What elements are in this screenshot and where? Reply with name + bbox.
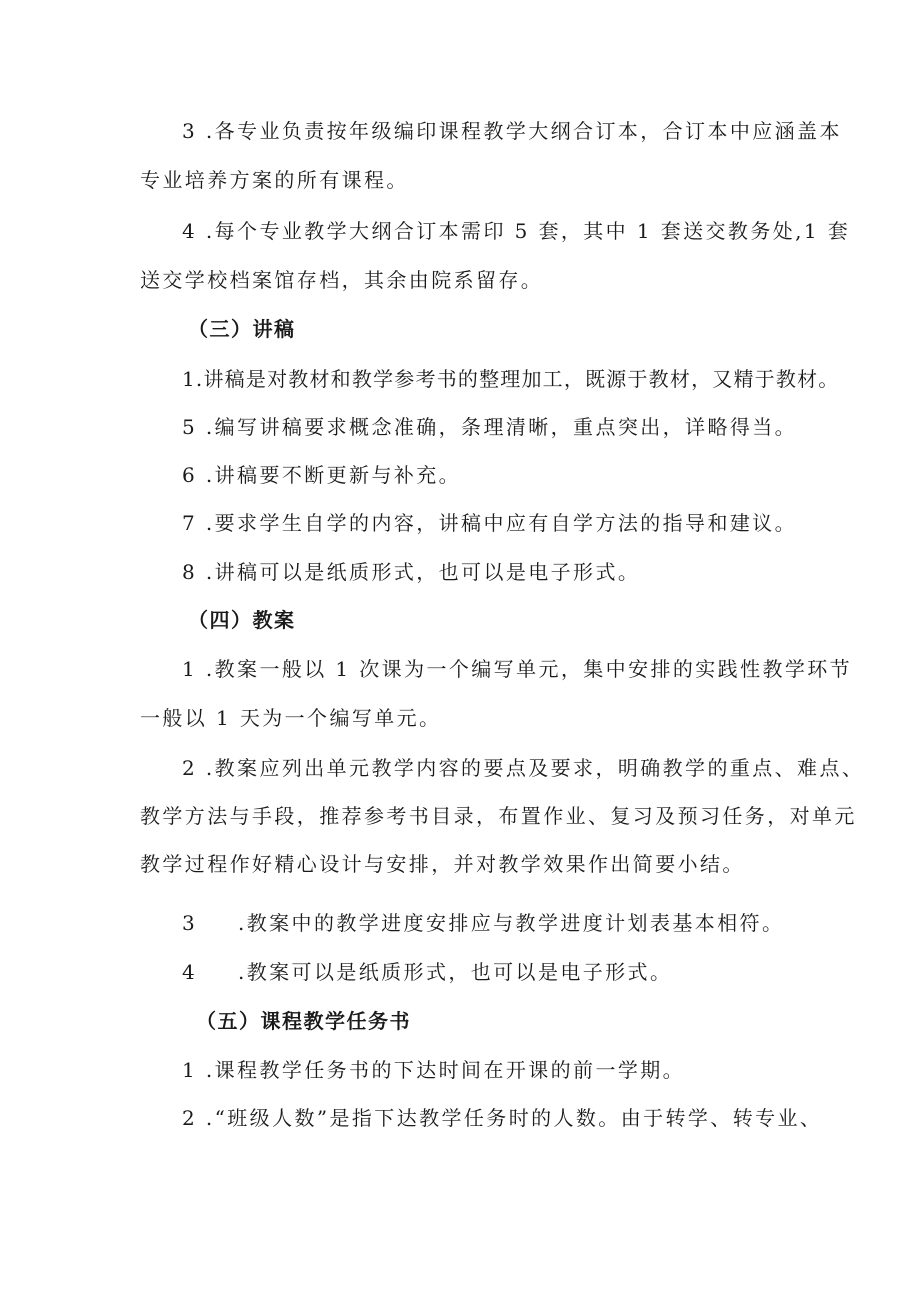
section-heading-lecture-notes: （三）讲稿 — [188, 317, 296, 341]
paragraph-4-line-1: 4 .每个专业教学大纲合订本需印 5 套，其中 1 套送交教务处,1 套 — [182, 219, 851, 243]
section-heading-teaching-plans: （四）教案 — [188, 608, 296, 632]
lecture-notes-item-7: 7 .要求学生自学的内容，讲稿中应有自学方法的指导和建议。 — [182, 511, 798, 535]
lecture-notes-item-8: 8 .讲稿可以是纸质形式，也可以是电子形式。 — [182, 560, 641, 584]
teaching-plans-item-1-line-1: 1 .教案一般以 1 次课为一个编写单元，集中安排的实践性教学环节 — [182, 657, 853, 681]
task-book-item-1: 1 .课程教学任务书的下达时间在开课的前一学期。 — [182, 1058, 686, 1082]
teaching-plans-item-2-line-3: 教学过程作好精心设计与安排，并对教学效果作出简要小结。 — [140, 852, 745, 876]
teaching-plans-item-3-text: .教案中的教学进度安排应与教学进度计划表基本相符。 — [238, 911, 785, 935]
task-book-item-2: 2 .“班级人数”是指下达教学任务时的人数。由于转学、转专业、 — [182, 1106, 823, 1130]
section-heading-task-book: （五）课程教学任务书 — [196, 1009, 411, 1033]
teaching-plans-item-2-line-2: 教学方法与手段，推荐参考书目录，布置作业、复习及预习任务，对单元 — [140, 804, 857, 828]
paragraph-3-line-2: 专业培养方案的所有课程。 — [140, 168, 409, 192]
teaching-plans-item-2-line-1: 2 .教案应列出单元教学内容的要点及要求，明确教学的重点、难点、 — [182, 756, 865, 780]
paragraph-4-line-2: 送交学校档案馆存档，其余由院系留存。 — [140, 268, 544, 292]
teaching-plans-item-4-number: 4 — [182, 960, 198, 984]
teaching-plans-item-3-number: 3 — [182, 911, 198, 935]
teaching-plans-item-1-line-2: 一般以 1 天为一个编写单元。 — [140, 706, 442, 730]
lecture-notes-item-5: 5 .编写讲稿要求概念准确，条理清晰，重点突出，详略得当。 — [182, 415, 798, 439]
paragraph-3-line-1: 3 .各专业负责按年级编印课程教学大纲合订本，合订本中应涵盖本 — [182, 119, 842, 143]
lecture-notes-item-6: 6 .讲稿要不断更新与补充。 — [182, 463, 462, 487]
lecture-notes-item-1: 1.讲稿是对教材和教学参考书的整理加工，既源于教材，又精于教材。 — [182, 367, 840, 391]
teaching-plans-item-4-text: .教案可以是纸质形式，也可以是电子形式。 — [238, 960, 673, 984]
